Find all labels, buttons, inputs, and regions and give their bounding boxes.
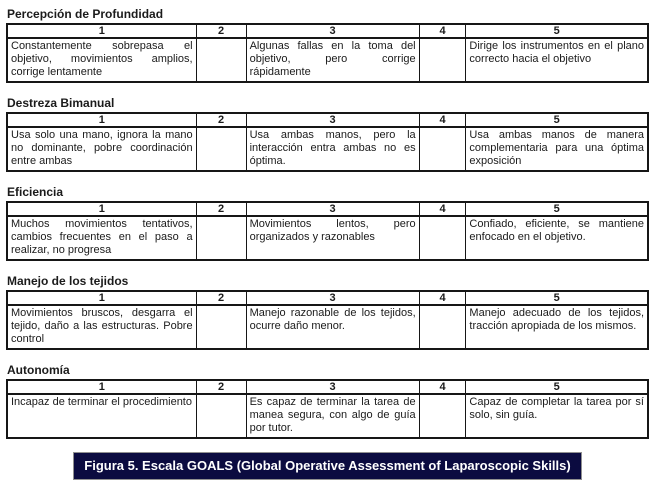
rubric-table xyxy=(6,201,649,261)
score-header-5: 5 xyxy=(466,24,648,38)
rubric-table xyxy=(6,112,649,172)
score-1-descriptor: Constantemente sobrepasa el objetivo, movimientos amplios, corrige lentamente xyxy=(7,38,196,82)
score-header-3: 3 xyxy=(246,24,419,38)
score-4-empty-cell xyxy=(419,38,466,82)
score-3-descriptor: Es capaz de terminar la tarea de manea segura, con algo de guía por tutor. xyxy=(246,394,419,438)
score-header-row xyxy=(7,113,648,127)
section-title: Percepción de Profundidad xyxy=(7,7,164,21)
score-header-2: 2 xyxy=(196,291,246,305)
score-3-descriptor: Manejo razonable de los tejidos, ocurre daño menor. xyxy=(246,305,419,349)
score-header-1: 1 xyxy=(7,291,196,305)
score-header-1: 1 xyxy=(7,24,196,38)
score-4-empty-cell xyxy=(419,216,466,260)
score-header-row xyxy=(7,24,648,38)
caption-row xyxy=(6,452,649,480)
score-header-4: 4 xyxy=(419,113,466,127)
score-1-descriptor: Movimientos bruscos, desgarra el tejido, daño a las estructuras. Pobre control xyxy=(7,305,196,349)
score-header-4: 4 xyxy=(419,202,466,216)
descriptor-row xyxy=(7,305,648,349)
score-header-2: 2 xyxy=(196,24,246,38)
score-5-descriptor: Dirige los instrumentos en el plano correcto hacia el objetivo xyxy=(466,38,648,82)
score-header-2: 2 xyxy=(196,380,246,394)
score-3-descriptor: Algunas fallas en la toma del objetivo, pero corrige rápidamente xyxy=(246,38,419,82)
score-header-row xyxy=(7,202,648,216)
rubric-section-autonomia xyxy=(6,363,649,439)
score-header-1: 1 xyxy=(7,380,196,394)
rubric-section-destreza-bimanual xyxy=(6,96,649,172)
score-3-descriptor: Movimientos lentos, pero organizados y razonables xyxy=(246,216,419,260)
score-1-descriptor: Incapaz de terminar el procedimiento xyxy=(7,394,196,438)
section-title: Destreza Bimanual xyxy=(7,96,115,110)
section-title: Autonomía xyxy=(7,363,70,377)
score-header-1: 1 xyxy=(7,113,196,127)
score-4-empty-cell xyxy=(419,394,466,438)
score-5-descriptor: Manejo adecuado de los tejidos, tracción apropiada de los mismos. xyxy=(466,305,648,349)
descriptor-row xyxy=(7,38,648,82)
score-2-empty-cell xyxy=(196,394,246,438)
score-2-empty-cell xyxy=(196,127,246,171)
score-2-empty-cell xyxy=(196,216,246,260)
score-header-2: 2 xyxy=(196,113,246,127)
score-header-5: 5 xyxy=(466,113,648,127)
score-1-descriptor: Usa solo una mano, ignora la mano no dominante, pobre coordinación entre ambas xyxy=(7,127,196,171)
score-header-5: 5 xyxy=(466,291,648,305)
rubric-section-manejo-de-los-tejidos xyxy=(6,274,649,350)
score-header-row xyxy=(7,380,648,394)
score-4-empty-cell xyxy=(419,127,466,171)
score-header-2: 2 xyxy=(196,202,246,216)
score-header-3: 3 xyxy=(246,291,419,305)
score-header-5: 5 xyxy=(466,202,648,216)
section-title: Eficiencia xyxy=(7,185,64,199)
score-1-descriptor: Muchos movimientos tentativos, cambios frecuentes en el paso a realizar, no progresa xyxy=(7,216,196,260)
descriptor-row xyxy=(7,127,648,171)
rubric-section-eficiencia xyxy=(6,185,649,261)
rubric-table xyxy=(6,379,649,439)
rubric-table xyxy=(6,23,649,83)
score-header-4: 4 xyxy=(419,380,466,394)
descriptor-row xyxy=(7,394,648,438)
score-5-descriptor: Confiado, eficiente, se mantiene enfocado en el objetivo. xyxy=(466,216,648,260)
figure-caption: Figura 5. Escala GOALS (Global Operative Assessment of Laparoscopic Skills) xyxy=(73,452,581,480)
score-header-3: 3 xyxy=(246,380,419,394)
score-2-empty-cell xyxy=(196,38,246,82)
score-header-3: 3 xyxy=(246,202,419,216)
score-header-3: 3 xyxy=(246,113,419,127)
descriptor-row xyxy=(7,216,648,260)
section-title: Manejo de los tejidos xyxy=(7,274,129,288)
score-header-row xyxy=(7,291,648,305)
score-header-5: 5 xyxy=(466,380,648,394)
rubric-table xyxy=(6,290,649,350)
score-header-4: 4 xyxy=(419,291,466,305)
rubric-section-percepcion-de-profundidad xyxy=(6,7,649,83)
score-header-1: 1 xyxy=(7,202,196,216)
score-header-4: 4 xyxy=(419,24,466,38)
score-5-descriptor: Usa ambas manos de manera complementaria para una óptima exposición xyxy=(466,127,648,171)
score-4-empty-cell xyxy=(419,305,466,349)
score-5-descriptor: Capaz de completar la tarea por sí solo, sin guía. xyxy=(466,394,648,438)
score-3-descriptor: Usa ambas manos, pero la interacción entra ambas no es óptima. xyxy=(246,127,419,171)
score-2-empty-cell xyxy=(196,305,246,349)
